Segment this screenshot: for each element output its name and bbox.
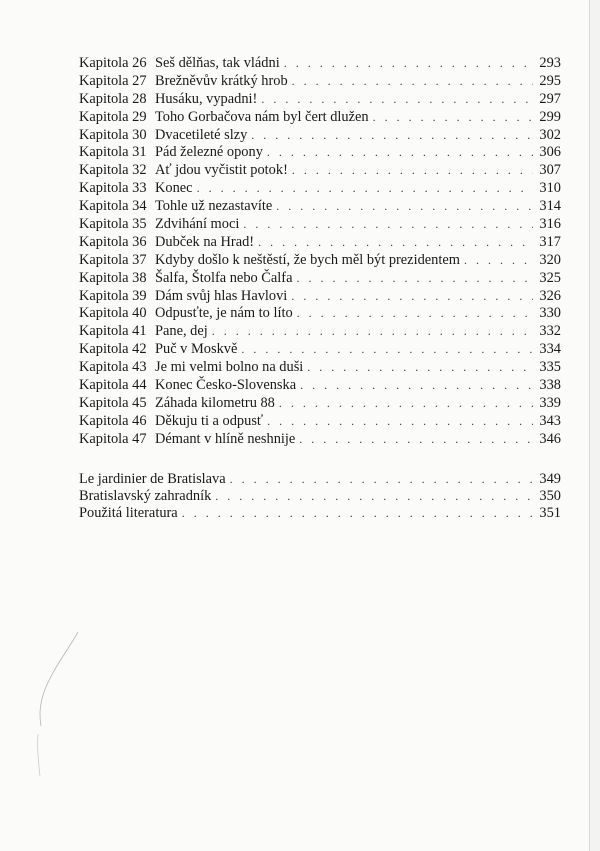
entry-title: Je mi velmi bolno na duši: [155, 359, 304, 376]
entry-title: Pád železné opony: [155, 144, 263, 161]
entry-title: Seš dělňas, tak vládni: [155, 55, 280, 71]
entry-title: Dubček na Hrad!: [155, 233, 255, 250]
chapter-entry: [79, 144, 561, 162]
page-number: 334: [539, 341, 561, 358]
page-number: 320: [539, 251, 561, 268]
entry-title: Odpusťte, je nám to líto: [155, 305, 293, 322]
chapter-label: Kapitola 43: [79, 359, 147, 376]
chapter-entry: [79, 180, 561, 198]
chapter-label: Kapitola 45: [79, 394, 147, 411]
dot-leader: [258, 234, 533, 252]
appendix-list: [79, 471, 561, 523]
chapter-entry: [79, 413, 561, 431]
page-number: 343: [539, 412, 561, 429]
entry-title: Brežněvův krátký hrob: [155, 72, 288, 89]
dot-leader: [373, 109, 533, 127]
appendix-entry: [79, 505, 561, 522]
dot-leader: [307, 359, 533, 377]
chapter-entry: [79, 305, 561, 323]
page-edge: [589, 0, 600, 851]
entry-title: Záhada kilometru 88: [155, 394, 275, 411]
chapter-entry: [79, 377, 561, 395]
chapter-label: Kapitola 31: [79, 144, 147, 161]
entry-title: Bratislavský zahradník: [79, 487, 212, 504]
chapter-label: Kapitola 36: [79, 233, 147, 250]
chapter-label: Kapitola 39: [79, 287, 147, 304]
dot-leader: [197, 180, 533, 198]
dot-leader: [243, 216, 533, 234]
chapter-label: Kapitola 35: [79, 216, 147, 233]
dot-leader: [300, 377, 533, 395]
entry-title: Le jardinier de Bratislava: [79, 470, 226, 487]
page-number: 330: [539, 305, 561, 322]
dot-leader: [284, 55, 533, 73]
appendix-entry: [79, 488, 561, 505]
entry-title: Šalfa, Štolfa nebo Čalfa: [155, 269, 293, 286]
chapter-label: Kapitola 27: [79, 72, 147, 89]
dot-leader: [267, 413, 533, 431]
entry-title: Tohle už nezastavíte: [155, 198, 273, 215]
chapter-label: Kapitola 26: [79, 55, 147, 71]
chapter-entry: [79, 234, 561, 252]
chapter-label: Kapitola 46: [79, 412, 147, 429]
dot-leader: [212, 323, 533, 341]
page-number: 295: [539, 72, 561, 89]
entry-title: Puč v Moskvě: [155, 341, 238, 358]
entry-title: Dám svůj hlas Havlovi: [155, 287, 288, 304]
page-number: 326: [539, 287, 561, 304]
chapter-entry: [79, 216, 561, 234]
entry-title: Ať jdou vyčistit potok!: [155, 162, 288, 179]
chapter-label: Kapitola 38: [79, 269, 147, 286]
chapter-label: Kapitola 34: [79, 198, 147, 215]
entry-title: Toho Gorbačova nám byl čert dlužen: [155, 108, 369, 125]
entry-title: Kdyby došlo k neštěstí, že bych měl být prezidentem: [155, 251, 460, 268]
chapter-label: Kapitola 30: [79, 126, 147, 143]
page-number: 297: [539, 90, 561, 107]
chapter-label: Kapitola 42: [79, 341, 147, 358]
dot-leader: [297, 305, 533, 323]
dot-leader: [267, 144, 533, 162]
page-number: 332: [539, 323, 561, 340]
page-number: 325: [539, 269, 561, 286]
appendix-entry: [79, 471, 561, 488]
dot-leader: [251, 127, 533, 145]
dot-leader: [296, 270, 533, 288]
dot-leader: [464, 252, 533, 270]
entry-title: Děkuju ti a odpusť: [155, 412, 264, 429]
chapter-label: Kapitola 40: [79, 305, 147, 322]
chapter-entry: [79, 55, 561, 73]
entry-title: Husáku, vypadni!: [155, 90, 258, 107]
page-number: 350: [539, 487, 561, 504]
chapter-label: Kapitola 29: [79, 108, 147, 125]
page-number: 307: [539, 162, 561, 179]
page-number: 316: [539, 216, 561, 233]
chapter-label: Kapitola 37: [79, 251, 147, 268]
dot-leader: [276, 198, 533, 216]
entry-title: Konec Česko-Slovenska: [155, 377, 297, 394]
section-gap: [79, 449, 561, 471]
table-of-contents: [79, 55, 561, 522]
dot-leader: [279, 395, 533, 413]
page-number: 317: [539, 233, 561, 250]
dot-leader: [241, 341, 533, 359]
chapter-entry: [79, 288, 561, 306]
page-number: 351: [539, 504, 561, 521]
chapter-entry: [79, 359, 561, 377]
dot-leader: [182, 505, 533, 522]
chapter-label: Kapitola 33: [79, 180, 147, 197]
page-number: 299: [539, 108, 561, 125]
entry-title: Démant v hlíně neshnije: [155, 430, 296, 447]
dot-leader: [292, 162, 533, 180]
chapter-entry: [79, 395, 561, 413]
page-number: 349: [539, 470, 561, 487]
page-number: 302: [539, 126, 561, 143]
page-number: 339: [539, 394, 561, 411]
chapter-entry: [79, 109, 561, 127]
chapter-label: Kapitola 32: [79, 162, 147, 179]
dot-leader: [291, 288, 533, 306]
chapter-entry: [79, 127, 561, 145]
chapter-label: Kapitola 44: [79, 377, 147, 394]
dot-leader: [299, 431, 533, 449]
chapter-entry: [79, 252, 561, 270]
entry-title: Konec: [155, 180, 193, 197]
entry-title: Zdvihání moci: [155, 216, 240, 233]
chapter-label: Kapitola 41: [79, 323, 147, 340]
chapter-label: Kapitola 47: [79, 430, 147, 447]
dot-leader: [292, 73, 533, 91]
entry-title: Dvacetileté slzy: [155, 126, 248, 143]
pencil-mark: [30, 630, 90, 790]
page-number: 335: [539, 359, 561, 376]
entry-title: Pane, dej: [155, 323, 208, 340]
dot-leader: [230, 471, 533, 488]
chapter-entry: [79, 323, 561, 341]
page-number: 310: [539, 180, 561, 197]
chapter-entry: [79, 162, 561, 180]
dot-leader: [215, 488, 533, 505]
chapter-entry: [79, 270, 561, 288]
page-number: 293: [539, 55, 561, 71]
chapter-label: Kapitola 28: [79, 90, 147, 107]
chapter-entry: [79, 73, 561, 91]
page-number: 346: [539, 430, 561, 447]
chapter-entry: [79, 431, 561, 449]
entry-title: Použitá literatura: [79, 504, 178, 521]
page-number: 314: [539, 198, 561, 215]
chapter-list: [79, 55, 561, 449]
chapter-entry: [79, 91, 561, 109]
chapter-entry: [79, 341, 561, 359]
page-number: 338: [539, 377, 561, 394]
page-number: 306: [539, 144, 561, 161]
dot-leader: [261, 91, 533, 109]
chapter-entry: [79, 198, 561, 216]
